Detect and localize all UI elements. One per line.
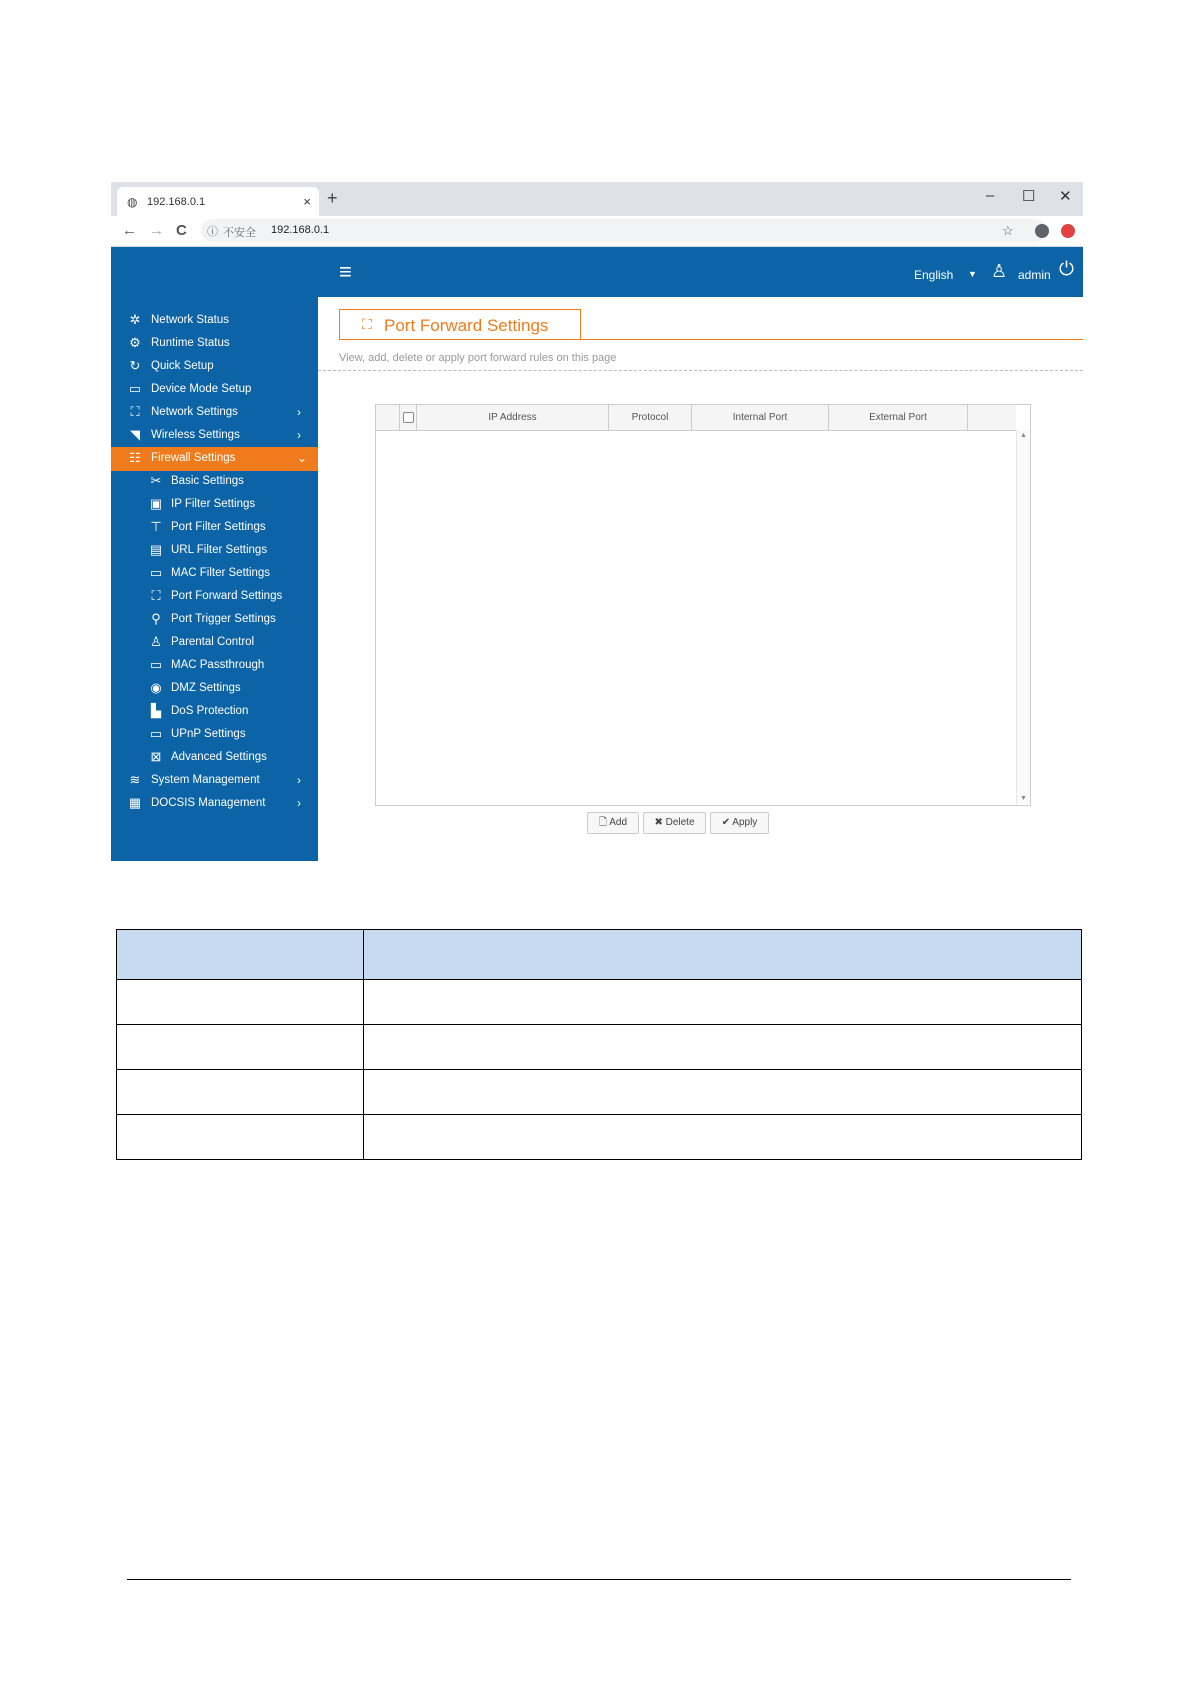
sidebar-item-label: Runtime Status <box>151 337 230 349</box>
basic-settings-icon: ✂ <box>150 473 162 488</box>
doc-cell <box>364 1025 1082 1070</box>
reload-icon[interactable]: C <box>176 222 187 239</box>
table-row <box>117 1025 1082 1070</box>
sidebar-item-label: MAC Filter Settings <box>171 567 271 579</box>
sidebar-item-firewall-settings[interactable] <box>111 447 318 471</box>
sidebar-item-parental-control[interactable] <box>111 631 318 655</box>
sidebar-item-quick-setup[interactable] <box>111 355 318 379</box>
table-row <box>117 1070 1082 1115</box>
close-window-icon[interactable]: ✕ <box>1059 188 1072 205</box>
advanced-settings-icon: ⊠ <box>150 749 162 764</box>
maximize-icon[interactable]: ☐ <box>1022 188 1036 205</box>
runtime-status-icon: ⚙ <box>129 335 141 350</box>
username: admin <box>1018 268 1051 282</box>
chevron-right-icon: › <box>297 796 301 810</box>
sidebar-item-label: Port Forward Settings <box>171 590 283 602</box>
doc-table <box>116 929 1082 1160</box>
doc-cell <box>364 1115 1082 1160</box>
chevron-right-icon: › <box>297 773 301 787</box>
chevron-down-icon[interactable]: ▼ <box>968 269 977 279</box>
parental-control-icon: ♙ <box>150 634 162 649</box>
wireless-settings-icon: ◥ <box>130 427 140 442</box>
sidebar-item-mac-passthrough[interactable] <box>111 654 318 678</box>
firewall-settings-icon: ☷ <box>129 450 141 465</box>
tab-underline <box>339 339 1083 340</box>
sidebar-item-label: MAC Passthrough <box>171 659 265 671</box>
sidebar-item-label: Advanced Settings <box>171 751 267 763</box>
tab-bar <box>111 182 1083 216</box>
sidebar-item-wireless-settings[interactable] <box>111 424 318 448</box>
vertical-scrollbar[interactable] <box>1016 430 1030 804</box>
network-status-icon: ✲ <box>129 312 141 327</box>
quick-setup-icon: ↻ <box>129 358 141 373</box>
sidebar-item-label: DoS Protection <box>171 705 249 717</box>
doc-cell <box>117 1115 364 1160</box>
upnp-settings-icon: ▭ <box>149 726 163 741</box>
chevron-right-icon: › <box>297 428 301 442</box>
select-all-cell <box>400 405 417 430</box>
port-trigger-settings-icon: ⚲ <box>151 611 161 626</box>
url-text: 192.168.0.1 <box>271 224 330 236</box>
table-row <box>117 980 1082 1025</box>
footer-rule <box>127 1579 1071 1580</box>
mac-filter-settings-icon: ▭ <box>149 565 163 580</box>
add-button[interactable]: 🗋 Add <box>587 812 639 834</box>
port-forward-table <box>375 404 1031 806</box>
sidebar-item-port-trigger-settings[interactable] <box>111 608 318 632</box>
doc-header-cell <box>117 930 364 980</box>
sidebar-item-label: Basic Settings <box>171 475 244 487</box>
tab-close-icon[interactable]: × <box>303 194 311 209</box>
doc-table-header <box>117 930 1082 980</box>
sidebar-item-label: Firewall Settings <box>151 452 236 464</box>
delete-button[interactable]: ✖ Delete <box>643 812 706 834</box>
sidebar-item-label: DMZ Settings <box>171 682 241 694</box>
dos-protection-icon: ▙ <box>151 703 161 718</box>
network-settings-icon: ⛶ <box>130 404 140 419</box>
sidebar-item-label: System Management <box>151 774 260 786</box>
column-protocol[interactable]: Protocol <box>609 405 692 430</box>
ip-filter-settings-icon: ▣ <box>149 496 163 511</box>
header-spacer <box>376 405 400 430</box>
sidebar-item-port-forward-settings[interactable] <box>111 585 318 609</box>
tab-title: 192.168.0.1 <box>147 196 206 208</box>
bookmark-icon[interactable]: ☆ <box>1002 223 1014 238</box>
sidebar-item-label: Wireless Settings <box>151 429 240 441</box>
dmz-settings-icon: ◉ <box>150 680 162 695</box>
table-row <box>117 1115 1082 1160</box>
chevron-right-icon: › <box>297 405 301 419</box>
chevron-down-icon: ⌄ <box>297 451 308 465</box>
extension-icon[interactable] <box>1061 224 1075 238</box>
port-filter-settings-icon: ⊤ <box>150 519 162 534</box>
menu-icon[interactable]: ≡ <box>339 259 352 284</box>
column-internal-port[interactable]: Internal Port <box>692 405 829 430</box>
sidebar-item-device-mode-setup[interactable] <box>111 378 318 402</box>
user-icon: ♙ <box>991 261 1008 281</box>
back-icon[interactable]: ← <box>122 222 137 239</box>
sidebar-item-upnp-settings[interactable] <box>111 723 318 747</box>
sidebar-item-label: UPnP Settings <box>171 728 246 740</box>
sidebar-item-label: Network Settings <box>151 406 238 418</box>
language-select[interactable]: English <box>914 268 954 282</box>
sidebar-item-advanced-settings[interactable] <box>111 746 318 770</box>
docsis-management-icon: ▦ <box>128 795 142 810</box>
doc-cell <box>117 1070 364 1115</box>
url-input[interactable] <box>201 219 1046 242</box>
account-icon[interactable] <box>1035 224 1049 238</box>
sidebar-item-network-status[interactable] <box>111 309 318 333</box>
sidebar-item-runtime-status[interactable] <box>111 332 318 356</box>
table-header <box>376 405 1016 431</box>
sidebar-item-port-filter-settings[interactable] <box>111 516 318 540</box>
sidebar-item-label: IP Filter Settings <box>171 498 256 510</box>
sidebar-item-url-filter-settings[interactable] <box>111 539 318 563</box>
browser-tab[interactable] <box>117 187 319 216</box>
sidebar-item-label: Quick Setup <box>151 360 214 372</box>
sidebar-item-ip-filter-settings[interactable] <box>111 493 318 517</box>
port-forward-icon: ⛶ <box>362 316 372 332</box>
page-title: Port Forward Settings <box>384 316 549 335</box>
globe-icon: ◍ <box>127 195 138 209</box>
sidebar-item-label: Device Mode Setup <box>151 383 252 395</box>
address-bar <box>111 216 1083 247</box>
sidebar-item-label: Network Status <box>151 314 229 326</box>
sidebar-item-network-settings[interactable] <box>111 401 318 425</box>
power-icon[interactable]: ⏻ <box>1059 259 1075 280</box>
sidebar-item-label: Port Filter Settings <box>171 521 266 533</box>
url-filter-settings-icon: ▤ <box>149 542 163 557</box>
sidebar-item-label: DOCSIS Management <box>151 797 266 809</box>
minimize-icon[interactable]: – <box>986 187 995 204</box>
sidebar-item-label: Parental Control <box>171 636 255 648</box>
sidebar-item-basic-settings[interactable] <box>111 470 318 494</box>
security-label: 不安全 <box>223 227 256 239</box>
column-external-port[interactable]: External Port <box>829 405 968 430</box>
system-management-icon: ≋ <box>129 772 141 787</box>
page-description: View, add, delete or apply port forward rules on this page <box>339 352 617 364</box>
browser-window <box>111 182 1083 861</box>
sidebar-item-dmz-settings[interactable] <box>111 677 318 701</box>
select-all-checkbox[interactable] <box>403 412 414 423</box>
column-ip-address[interactable]: IP Address <box>417 405 609 430</box>
doc-cell <box>117 980 364 1025</box>
sidebar-item-dos-protection[interactable] <box>111 700 318 724</box>
doc-cell <box>364 1070 1082 1115</box>
sidebar-item-system-management[interactable] <box>111 769 318 793</box>
mac-passthrough-icon: ▭ <box>149 657 163 672</box>
sidebar-item-mac-filter-settings[interactable] <box>111 562 318 586</box>
doc-header-cell <box>364 930 1082 980</box>
scroll-up-icon[interactable]: ▲ <box>1020 432 1027 439</box>
doc-cell <box>117 1025 364 1070</box>
app-header <box>111 247 1083 297</box>
scroll-down-icon[interactable]: ▼ <box>1020 795 1027 802</box>
divider <box>318 370 1083 371</box>
main-content <box>318 297 1083 861</box>
apply-button[interactable]: ✔ Apply <box>710 812 769 834</box>
sidebar <box>111 297 318 861</box>
info-icon[interactable]: ⓘ <box>207 226 218 238</box>
sidebar-item-docsis-management[interactable] <box>111 792 318 816</box>
new-tab-icon[interactable]: + <box>327 188 338 208</box>
sidebar-item-label: Port Trigger Settings <box>171 613 276 625</box>
device-mode-setup-icon: ▭ <box>128 381 142 396</box>
forward-icon[interactable]: → <box>149 222 164 239</box>
tab-port-forward[interactable] <box>339 309 581 340</box>
sidebar-item-label: URL Filter Settings <box>171 544 268 556</box>
port-forward-settings-icon: ⛶ <box>151 588 161 603</box>
doc-cell <box>364 980 1082 1025</box>
